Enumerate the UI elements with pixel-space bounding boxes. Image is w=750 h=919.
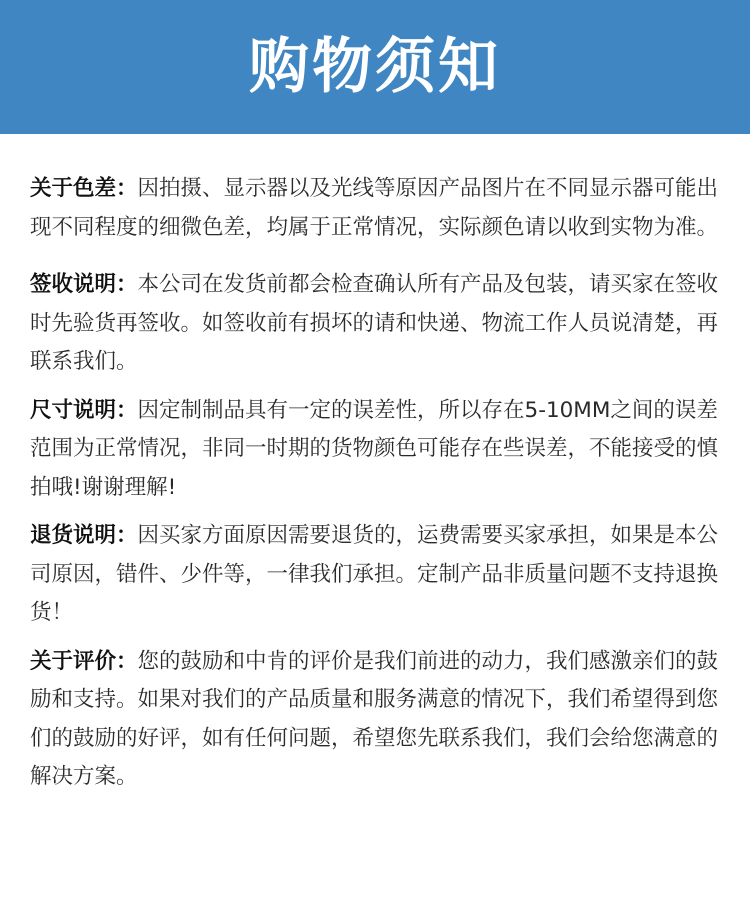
notice-receipt — [30, 266, 722, 382]
page-title: 购物须知 — [249, 32, 501, 102]
notice-color-difference — [30, 170, 722, 247]
notice-text: 本公司在发货前都会检查确认所有产品及包装，请买家在签收时先验货再签收。如签收前有损坏的请和快递、物流工作人员说清楚，再联系我们。 — [30, 272, 719, 374]
header-banner — [0, 0, 750, 134]
notice-list — [0, 170, 750, 797]
notice-text: 因拍摄、显示器以及光线等原因产品图片在不同显示器可能出现不同程度的细微色差，均属于正常情况，实际颜色请以收到实物为准。 — [30, 176, 719, 240]
notice-label: 退货说明： — [30, 523, 138, 548]
notice-label: 尺寸说明： — [30, 397, 138, 423]
notice-reviews — [30, 643, 722, 797]
notice-label: 关于色差： — [30, 176, 138, 201]
notice-size — [30, 392, 722, 508]
notice-label: 关于评价： — [30, 648, 138, 674]
notice-text: 因买家方面原因需要退货的，运费需要买家承担，如果是本公司原因，错件、少件等，一律我们承担。定制产品非质量问题不支持退换货！ — [30, 523, 719, 625]
notice-text: 因定制制品具有一定的误差性，所以存在5-10MM之间的误差范围为正常情况，非同一时期的货物颜色可能存在些误差，不能接受的慎拍哦!谢谢理解! — [30, 397, 719, 500]
notice-returns — [30, 517, 722, 633]
notice-label: 签收说明： — [30, 272, 138, 297]
notice-text: 您的鼓励和中肯的评价是我们前进的动力，我们感激亲们的鼓励和支持。如果对我们的产品质量和服务满意的情况下，我们希望得到您们的鼓励的好评，如有任何问题，希望您先联系我们，我们会给您满意的解决方案。 — [30, 648, 719, 789]
